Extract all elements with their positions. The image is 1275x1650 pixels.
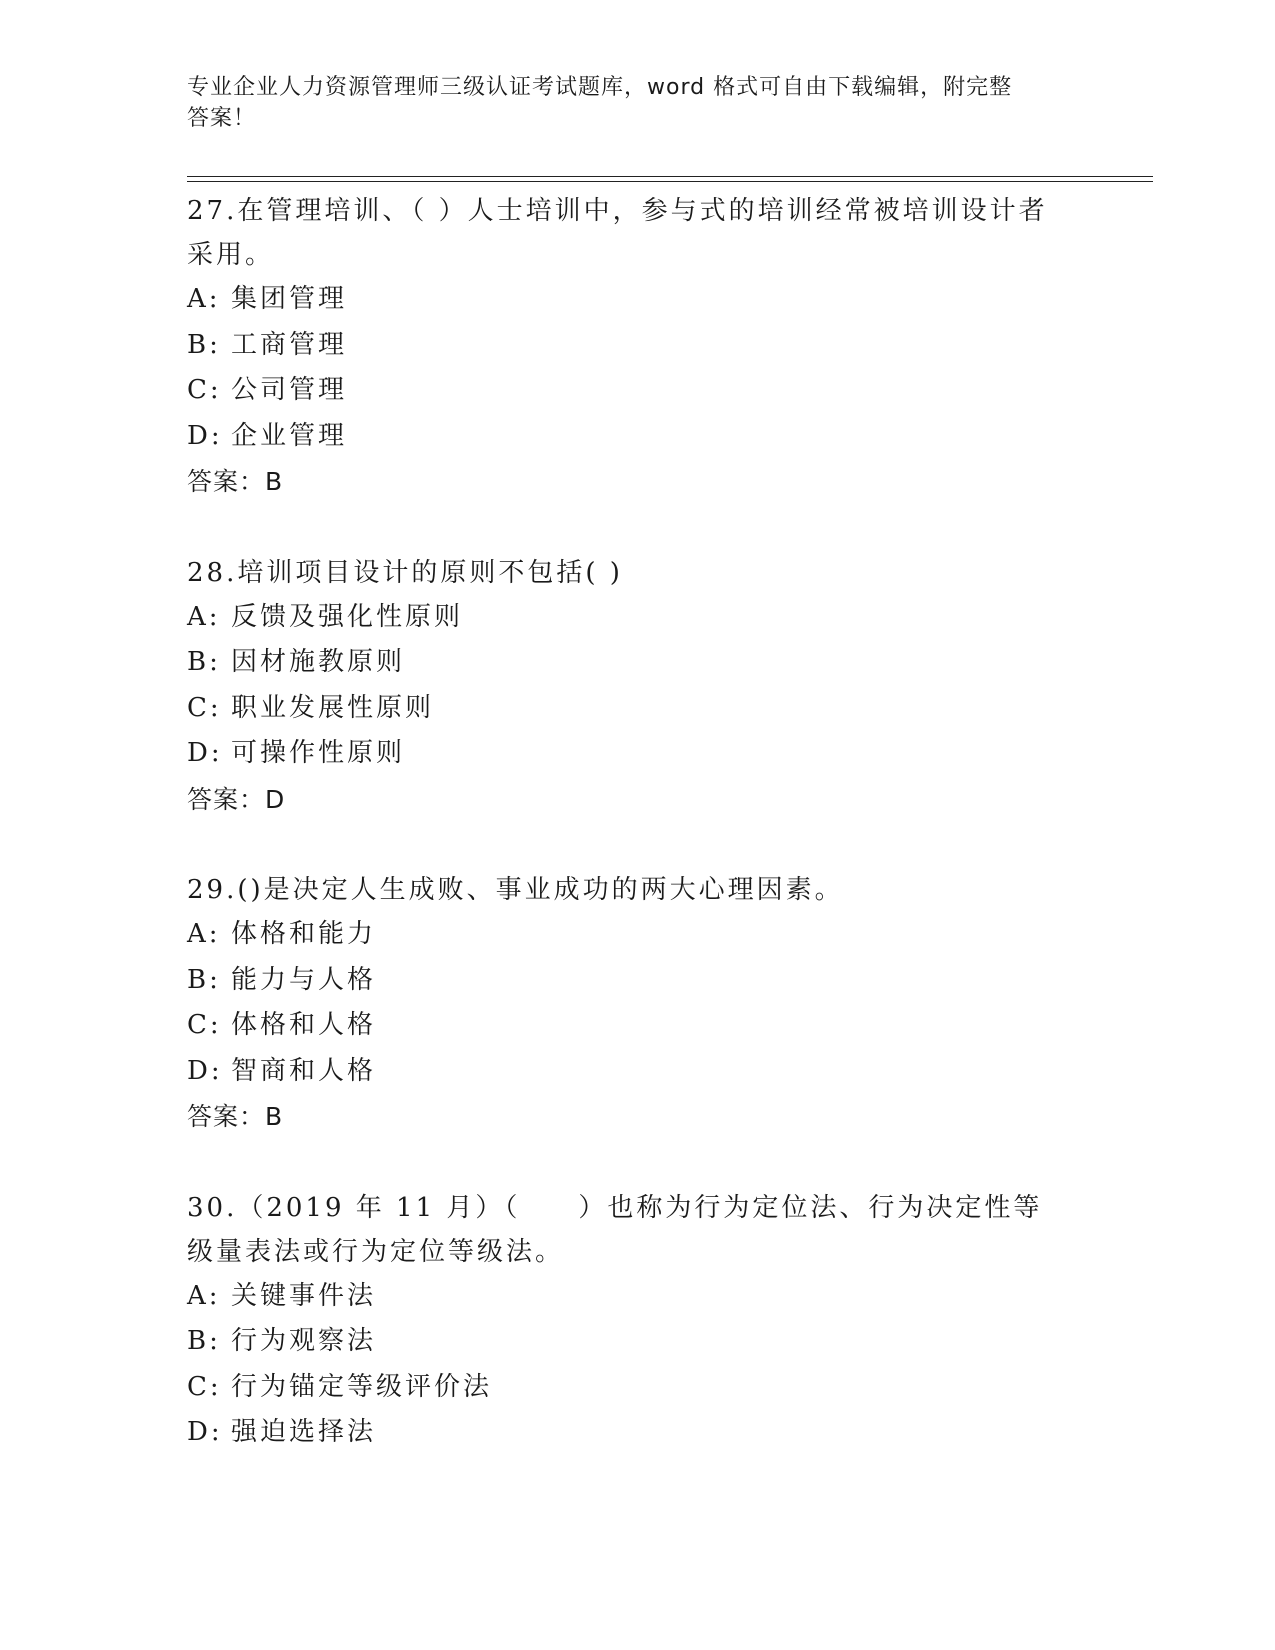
- header-divider-bottom: [187, 181, 1153, 182]
- answer-line: 答案：B: [187, 467, 284, 496]
- question-30: [187, 1186, 1087, 1456]
- option-key: C:: [187, 1010, 222, 1040]
- answer-line: 答案：D: [187, 784, 286, 814]
- option-d: [187, 1049, 1087, 1095]
- question-29: [187, 868, 1087, 1140]
- option-key: C:: [187, 692, 222, 723]
- option-text: 因材施教原则: [231, 647, 406, 677]
- option-d: [187, 1410, 1087, 1456]
- option-text: 职业发展性原则: [231, 692, 435, 723]
- option-key: A:: [187, 1280, 221, 1311]
- option-a: [187, 277, 1087, 323]
- option-key: D:: [187, 1055, 223, 1086]
- option-a: [187, 912, 1087, 958]
- header-line-2: 答案！: [187, 106, 257, 131]
- option-a: [187, 595, 1087, 641]
- option-d: [187, 414, 1087, 460]
- option-text: 企业管理: [231, 420, 348, 451]
- option-text: 反馈及强化性原则: [231, 601, 464, 632]
- header-line-1: 专业企业人力资源管理师三级认证考试题库，word 格式可自由下载编辑，附完整: [187, 75, 1013, 100]
- header-divider-top: [187, 176, 1153, 177]
- question-list: [187, 189, 1087, 1502]
- option-key: C:: [187, 1371, 222, 1402]
- document-header: [187, 72, 1067, 134]
- option-text: 体格和能力: [231, 919, 377, 949]
- option-b: [187, 958, 1087, 1004]
- option-c: [187, 686, 1087, 732]
- option-key: B:: [187, 329, 221, 360]
- option-text: 能力与人格: [231, 964, 377, 995]
- option-key: B:: [187, 964, 221, 995]
- option-b: [187, 1319, 1087, 1365]
- option-d: [187, 731, 1087, 777]
- option-key: A:: [187, 284, 221, 314]
- option-b: [187, 640, 1087, 686]
- option-key: C:: [187, 375, 222, 405]
- option-a: [187, 1274, 1087, 1320]
- option-text: 关键事件法: [231, 1280, 377, 1311]
- option-key: D:: [187, 1417, 223, 1447]
- option-key: D:: [187, 420, 223, 451]
- option-key: B:: [187, 1326, 221, 1356]
- option-key: A:: [187, 919, 221, 949]
- option-text: 智商和人格: [231, 1055, 377, 1086]
- option-text: 工商管理: [231, 329, 348, 360]
- question-text: 30.（2019 年 11 月）（ ）也称为行为定位法、行为决定性等级量表法或行为定位等级法。: [187, 1192, 1043, 1267]
- question-27: [187, 189, 1087, 505]
- option-text: 可操作性原则: [231, 738, 406, 768]
- answer-line: 答案：B: [187, 1102, 284, 1131]
- option-text: 集团管理: [231, 284, 348, 314]
- option-c: [187, 1003, 1087, 1049]
- option-key: D:: [187, 738, 223, 768]
- option-text: 公司管理: [231, 375, 348, 405]
- option-text: 体格和人格: [231, 1010, 377, 1040]
- question-text: 29.()是决定人生成败、事业成功的两大心理因素。: [187, 875, 844, 905]
- question-28: [187, 551, 1087, 823]
- question-text: 27.在管理培训、（ ）人士培训中，参与式的培训经常被培训设计者采用。: [187, 196, 1048, 270]
- question-text: 28.培训项目设计的原则不包括( ): [187, 557, 623, 588]
- option-c: [187, 368, 1087, 414]
- option-c: [187, 1365, 1087, 1411]
- option-text: 行为观察法: [231, 1326, 377, 1356]
- option-text: 行为锚定等级评价法: [231, 1371, 493, 1402]
- option-key: B:: [187, 647, 221, 677]
- option-key: A:: [187, 601, 221, 632]
- option-b: [187, 323, 1087, 369]
- option-text: 强迫选择法: [231, 1417, 377, 1447]
